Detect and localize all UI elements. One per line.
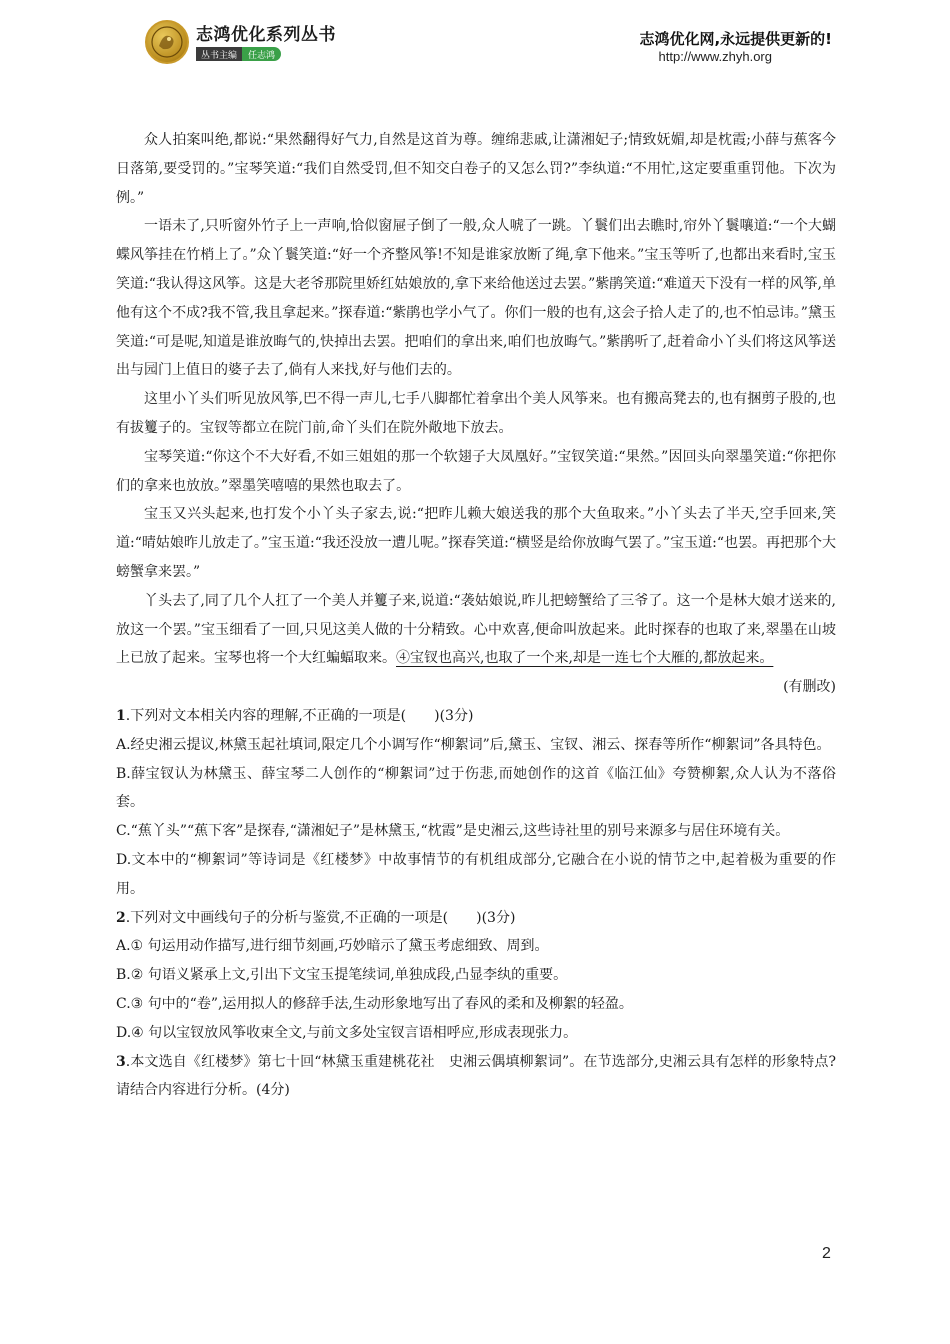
editor-name: 任志鸿 [242, 47, 281, 61]
option-d: D.④ 句以宝钗放风筝收束全文,与前文多处宝钗言语相呼应,形成表现张力。 [116, 1024, 578, 1041]
question-2 [116, 904, 836, 933]
question-stem: .本文选自《红楼梦》第七十回“林黛玉重建桃花社 史湘云偶填柳絮词”。在节选部分,史湘云具有怎样的形象特点?请结合内容进行分析。(4分) [116, 1053, 836, 1099]
site-url-link[interactable]: http://www.zhyh.org [658, 49, 772, 64]
passage-paragraph: 一语未了,只听窗外竹子上一声响,恰似窗屉子倒了一般,众人唬了一跳。丫鬟们出去瞧时,帘外丫鬟嚷道:“一个大蝴蝶风筝挂在竹梢上了。”众丫鬟笑道:“好一个齐整风筝!不知是谁家放断了绳,拿下他来。”宝玉等听了,也都出来看时,宝玉笑道:“我认得这风筝。这是大老爷那院里娇红姑娘放的,拿下来给他送过去罢。”紫鹃笑道:“难道天下没有一样的风筝,单他有这个不成?我不管,我且拿起来。”探春道:“紫鹃也学小气了。你们一般的也有,这会子拾人走了的,也不怕忌讳。”黛玉笑道:“可是呢,知道是谁放晦气的,快掉出去罢。把咱们的拿出来,咱们也放晦气。”紫鹃听了,赶着命小丫头们将这风筝送出与园门上值日的婆子去了,倘有人来找,好与他们去的。 [116, 218, 836, 379]
passage-paragraph-last [116, 587, 836, 673]
question-number: 1 [116, 707, 126, 724]
series-title: 志鸿优化系列丛书 [196, 25, 336, 45]
question-number: 2 [116, 909, 126, 926]
seal-emblem-icon [147, 22, 187, 62]
passage-paragraph: 宝玉又兴头起来,也打发个小丫头子家去,说:“把昨儿赖大娘送我的那个大鱼取来。”小丫头去了半天,空手回来,笑道:“晴姑娘昨儿放走了。”宝玉道:“我还没放一遭儿呢。”探春笑道:“横竖是给你放晦气罢了。”宝玉道:“也罢。再把那个大螃蟹拿来罢。” [116, 506, 836, 580]
question-stem: .下列对文中画线句子的分析与鉴赏,不正确的一项是( )(3分) [125, 909, 516, 926]
option-d: D.文本中的“柳絮词”等诗词是《红楼梦》中故事情节的有机组成部分,它融合在小说的情节之中,起着极为重要的作用。 [116, 851, 836, 897]
passage-paragraph: 这里小丫头们听见放风筝,巴不得一声儿,七手八脚都忙着拿出个美人风筝来。也有搬高凳去的,也有捆剪子股的,也有拔籰子的。宝钗等都立在院门前,命丫头们在院外敞地下放去。 [116, 391, 836, 436]
publisher-seal-logo [145, 20, 189, 64]
question-number: 3 [116, 1053, 126, 1070]
option-b: B.薛宝钗认为林黛玉、薛宝琴二人创作的“柳絮词”过于伤悲,而她创作的这首《临江仙》夸赞柳絮,众人认为不落俗套。 [116, 765, 836, 811]
passage-paragraph: 众人拍案叫绝,都说:“果然翻得好气力,自然是这首为尊。缠绵悲戚,让潇湘妃子;情致妩媚,却是枕霞;小薛与蕉客今日落第,要受罚的。”宝琴笑道:“我们自然受罚,但不知交白卷子的又怎么罚?”李纨道:“不用忙,这定要重重罚他。下次为例。” [116, 132, 836, 206]
question-stem: .下列对文本相关内容的理解,不正确的一项是( )(3分) [125, 707, 474, 724]
document-body [116, 126, 836, 1105]
page-header [0, 0, 950, 80]
question-3 [116, 1048, 836, 1106]
option-a: A.经史湘云提议,林黛玉起社填词,限定几个小调写作“柳絮词”后,黛玉、宝钗、湘云、探春等所作“柳絮词”各具特色。 [116, 736, 831, 753]
option-b: B.② 句语义紧承上文,引出下文宝玉提笔续词,单独成段,凸显李纨的重要。 [116, 967, 568, 984]
option-c: C.“蕉丫头”“蕉下客”是探春,“潇湘妃子”是林黛玉,“枕霞”是史湘云,这些诗社里的别号来源多与居住环境有关。 [116, 823, 790, 840]
option-a: A.① 句运用动作描写,进行细节刻画,巧妙暗示了黛玉考虑细致、周到。 [116, 938, 549, 955]
editor-badge [196, 47, 281, 61]
editor-label: 丛书主编 [196, 47, 242, 61]
source-note: (有删改) [783, 679, 836, 696]
option-c: C.③ 句中的“卷”,运用拟人的修辞手法,生动形象地写出了春风的柔和及柳絮的轻盈。 [116, 995, 633, 1012]
passage-paragraph: 宝琴笑道:“你这个不大好看,不如三姐姐的那一个软翅子大凤凰好。”宝钗笑道:“果然。”因回头向翠墨笑道:“你把你们的拿来也放放。”翠墨笑嘻嘻的果然也取去了。 [116, 448, 836, 494]
underlined-sentence: ④宝钗也高兴,也取了一个来,却是一连七个大雁的,都放起来。 [396, 650, 774, 667]
site-slogan: 志鸿优化网,永远提供更新的! [639, 30, 832, 48]
question-1 [116, 702, 836, 731]
passage-text: 丫头去了,同了几个人扛了一个美人并籰子来,说道:“袭姑娘说,昨儿把螃蟹给了三爷了。这一个是林大娘才送来的,放这一个罢。”宝玉细看了一回,只见这美人做的十分精致。心中欢喜,便命叫放起来。此时探春的也取了来,翠墨在山坡上已放了起来。宝琴也将一个大红蝙蝠取来。 [116, 592, 836, 667]
page-number: 2 [822, 1245, 831, 1262]
